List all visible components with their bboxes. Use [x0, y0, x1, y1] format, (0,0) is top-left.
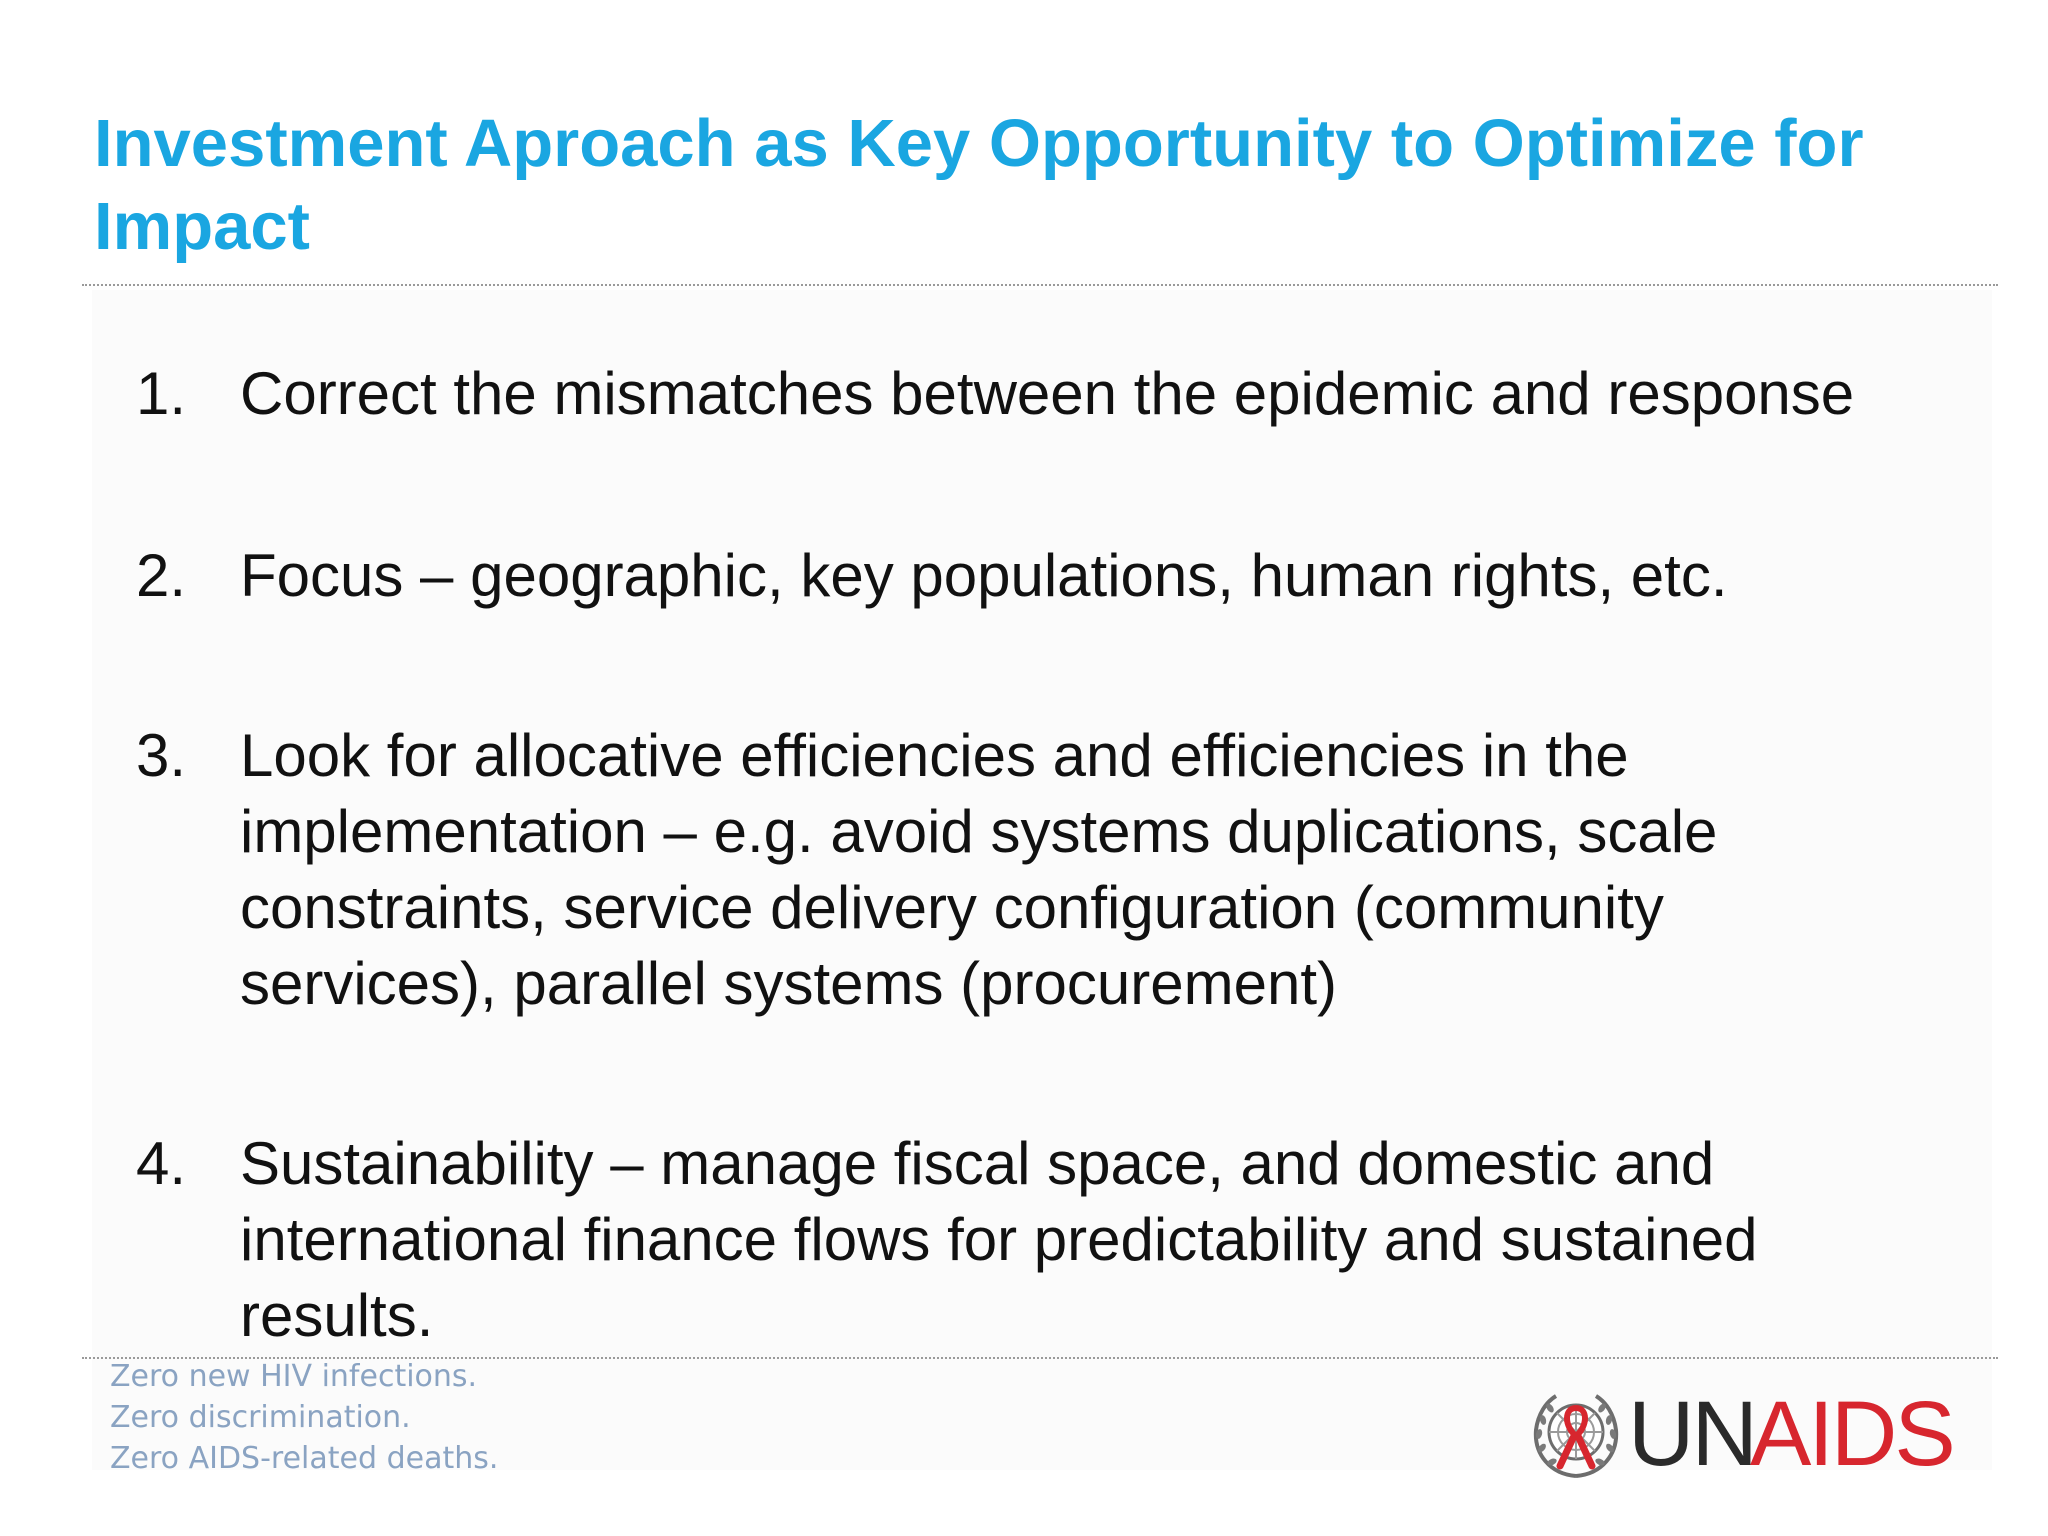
slide-title-line-1: Investment Aproach as Key Opportunity to Optimize for [94, 106, 1864, 181]
list-item-number: 2. [136, 542, 187, 609]
slide-title-line-2: Impact [94, 189, 310, 264]
list-item-line: implementation – e.g. avoid systems duplications, scale [240, 798, 1718, 865]
list-item-line: Focus – geographic, key populations, human rights, etc. [240, 542, 1728, 609]
footer-tagline [110, 1356, 498, 1479]
list-item-line: international finance flows for predictability and sustained [240, 1206, 1758, 1273]
logo-text-aids: AIDS [1750, 1383, 1953, 1485]
unaids-logo [1528, 1380, 1953, 1490]
list-item-text [240, 538, 1960, 614]
logo-text-un: UN [1628, 1383, 1755, 1485]
list-item-line: Sustainability – manage fiscal space, and domestic and [240, 1130, 1715, 1197]
list-item-line: services), parallel systems (procurement) [240, 950, 1337, 1017]
list-item-line: Look for allocative efficiencies and efficiencies in the [240, 722, 1629, 789]
list-item-text [240, 356, 1960, 432]
un-emblem-with-red-ribbon-icon [1528, 1386, 1624, 1482]
list-item-number: 4. [136, 1130, 187, 1197]
tagline-line: Zero discrimination. [110, 1400, 411, 1435]
list-item-number: 1. [136, 360, 187, 427]
list-item-line: results. [240, 1282, 434, 1349]
tagline-line: Zero AIDS-related deaths. [110, 1441, 499, 1476]
list-item-line: constraints, service delivery configuration (community [240, 874, 1664, 941]
list-item-line: Correct the mismatches between the epidemic and response [240, 360, 1855, 427]
tagline-line: Zero new HIV infections. [110, 1359, 478, 1394]
list-item-text [240, 718, 1960, 1022]
list-item-text [240, 1126, 1960, 1354]
list-item-number: 3. [136, 722, 187, 789]
